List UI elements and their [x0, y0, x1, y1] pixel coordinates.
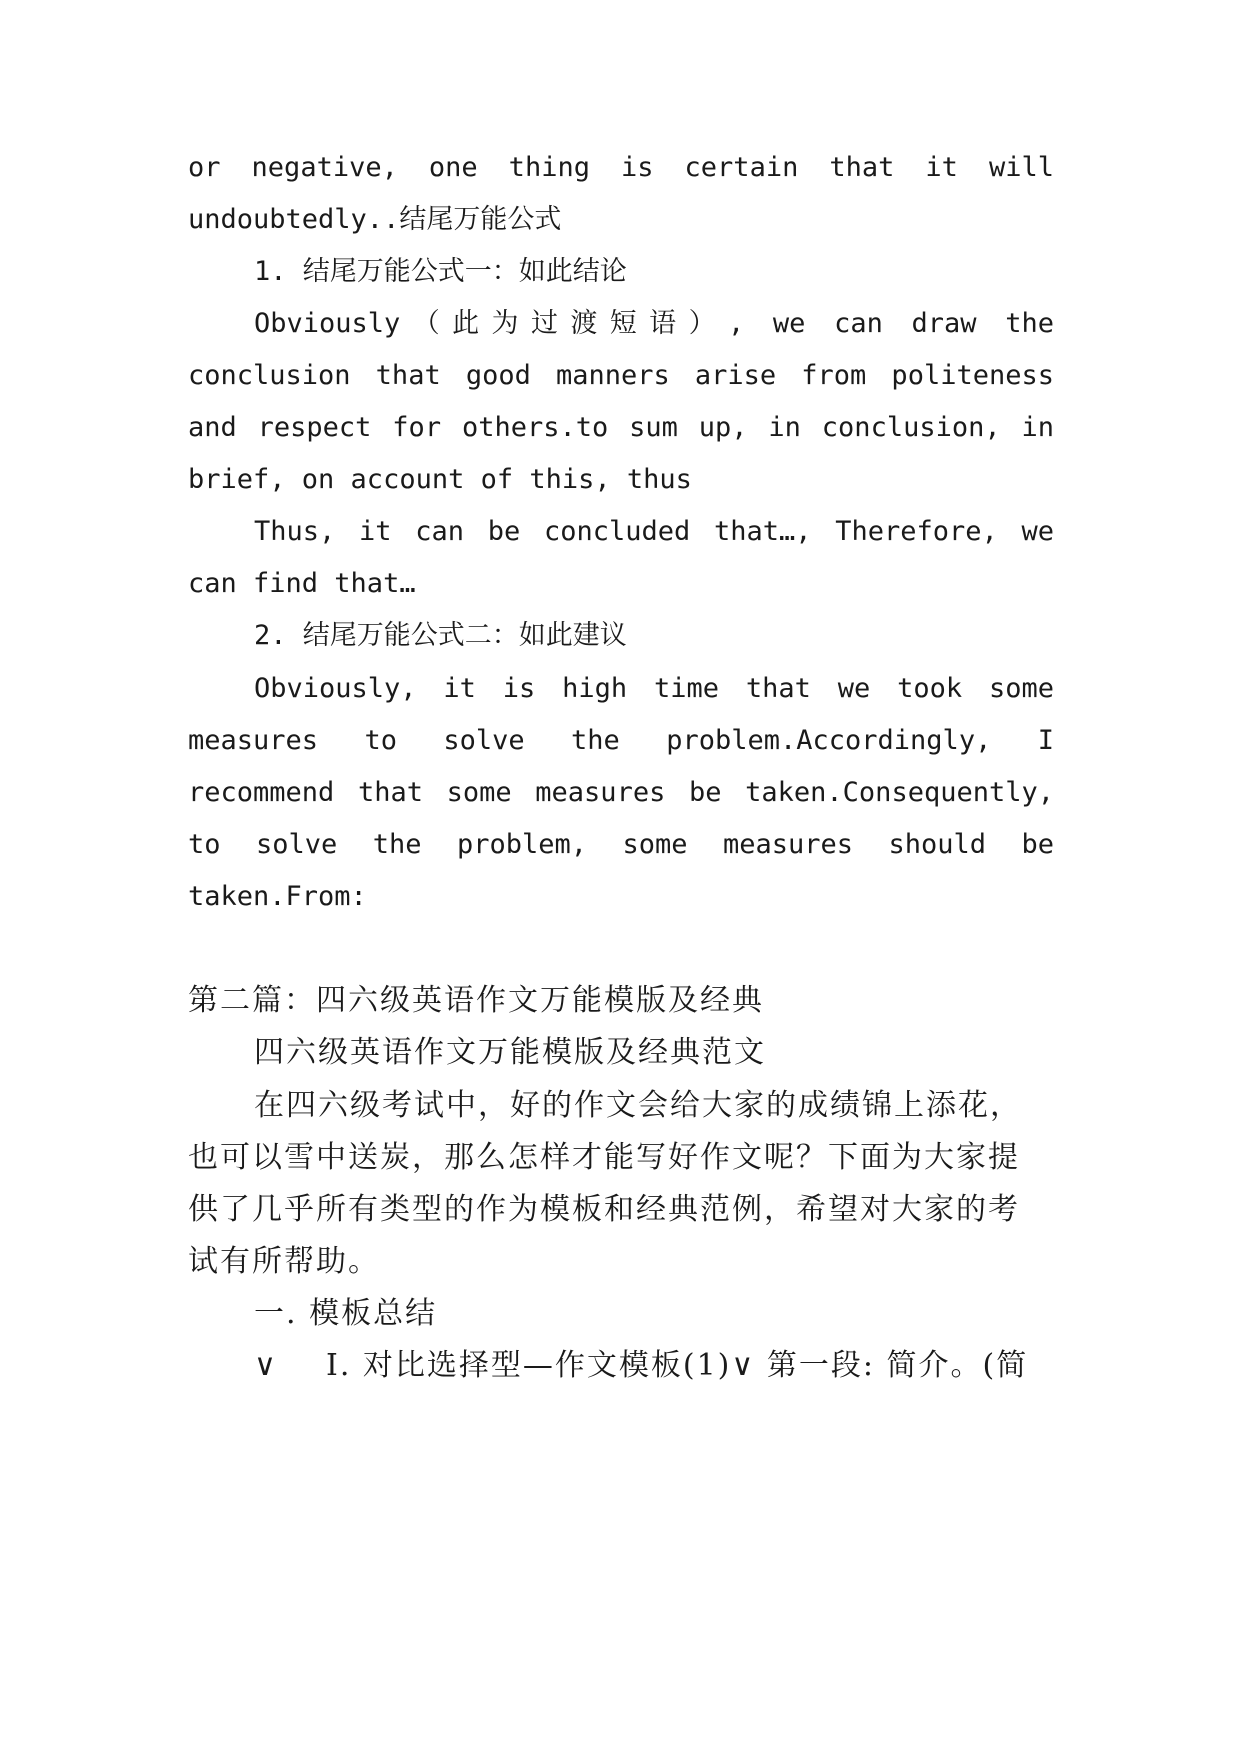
list-item-heading: 2. 结尾万能公式二：如此建议 [254, 620, 627, 651]
list-item [254, 1346, 1054, 1386]
text-line: taken.From: [188, 881, 367, 912]
text-line: to solve the problem, some measures should be [188, 829, 1054, 860]
text-line: measures to solve the problem.Accordingly, I [188, 725, 1054, 756]
article-title: 四六级英语作文万能模版及经典范文 [254, 1035, 766, 1070]
list-item-heading: 1. 结尾万能公式一：如此结论 [254, 256, 627, 287]
text-line: Obviously（此为过渡短语）, we can draw the [254, 308, 1054, 339]
text-line: undoubtedly..结尾万能公式 [188, 204, 562, 235]
text-line: and respect for others.to sum up, in conclusion, in [188, 412, 1054, 443]
text-line: brief, on account of this, thus [188, 464, 692, 495]
text-line: or negative, one thing is certain that it will [188, 152, 1054, 183]
text-line: 供了几乎所有类型的作为模板和经典范例，希望对大家的考 [188, 1192, 1020, 1227]
text-line: recommend that some measures be taken.Consequently, [188, 777, 1054, 808]
text-line: conclusion that good manners arise from politeness [188, 360, 1054, 391]
text-line: can find that… [188, 568, 416, 599]
list-item-text: Ⅰ. 对比选择型—作文模板(1)∨ 第一段: 简介。(简 [325, 1348, 1029, 1383]
section-title: 第二篇：四六级英语作文万能模版及经典 [188, 983, 764, 1018]
text-line: Thus, it can be concluded that…, Therefore, we [254, 516, 1054, 547]
text-line: 在四六级考试中，好的作文会给大家的成绩锦上添花， [254, 1088, 1022, 1123]
text-line: 也可以雪中送炭，那么怎样才能写好作文呢？下面为大家提 [188, 1140, 1020, 1175]
list-heading: 一. 模板总结 [254, 1296, 438, 1331]
text-line: 试有所帮助。 [188, 1244, 380, 1279]
document-page [188, 0, 1054, 1754]
text-line: Obviously, it is high time that we took some [254, 673, 1054, 704]
bullet-mark-icon: ∨ [254, 1348, 278, 1383]
